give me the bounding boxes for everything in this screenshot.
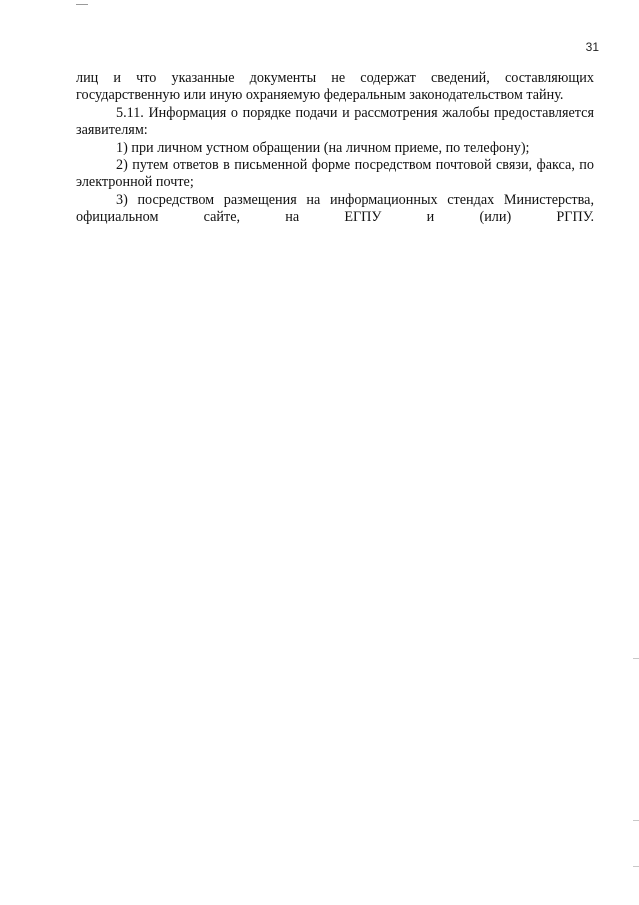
scan-edge-mark — [633, 658, 639, 659]
list-item-1: 1) при личном устном обращении (на личном приеме, по телефону); — [116, 139, 530, 156]
scan-edge-mark — [633, 820, 639, 821]
scan-edge-mark — [633, 866, 639, 867]
document-body — [76, 70, 594, 227]
page-number: 31 — [585, 40, 599, 54]
list-item-2: 2) путем ответов в письменной форме посредством почтовой связи, факса, по электронной почте; — [76, 157, 594, 191]
list-item-3: 3) посредством размещения на информационных стендах Министерства, официальном сайте, на ЕГПУ и (или) РГПУ. — [76, 191, 594, 226]
paragraph-continuation: лиц и что указанные документы не содержат сведений, составляющих государственную или иную охраняемую федеральным законодательством тайну. — [76, 70, 594, 104]
scan-mark — [76, 4, 88, 5]
paragraph-5-11: 5.11. Информация о порядке подачи и рассмотрения жалобы предоставляется заявителям: — [76, 104, 594, 139]
